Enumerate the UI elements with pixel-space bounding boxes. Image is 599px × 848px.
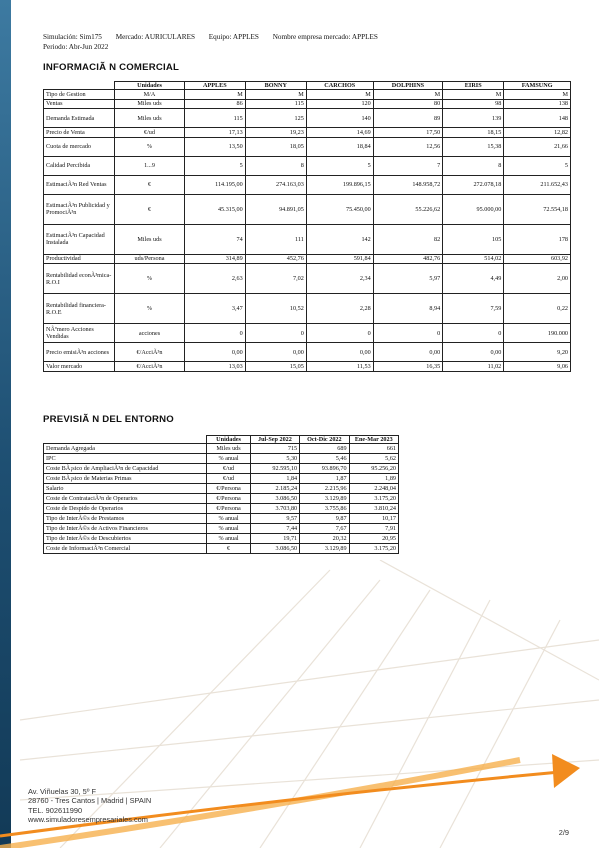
value-cell: 20,95	[349, 534, 398, 544]
row-label: Coste de InformaciÃ³n Comercial	[44, 544, 207, 554]
table-row	[44, 99, 571, 109]
company-header: DOLPHINS	[373, 82, 442, 90]
row-label: Tipo de InterÃ©s de Prestamos	[44, 514, 207, 524]
table-row	[44, 444, 399, 454]
value-cell: 125	[245, 109, 306, 128]
period-label: Periodo: Abr-Jun 2022	[43, 43, 109, 51]
value-cell: 2,63	[185, 264, 246, 294]
value-cell: 178	[504, 224, 571, 254]
row-label: Demanda Estimada	[44, 109, 115, 128]
value-cell: 9,20	[504, 343, 571, 362]
table-row	[44, 90, 571, 100]
company-header: FAMSUNG	[504, 82, 571, 90]
table-row	[44, 224, 571, 254]
row-unit: €/ud	[115, 128, 185, 138]
value-cell: 7,67	[300, 524, 349, 534]
row-label: Demanda Agregada	[44, 444, 207, 454]
value-cell: 2.215,96	[300, 484, 349, 494]
value-cell: 115	[245, 99, 306, 109]
value-cell: 9,06	[504, 362, 571, 372]
value-cell: 93.896,70	[300, 464, 349, 474]
value-cell: 13,03	[185, 362, 246, 372]
value-cell: 20,32	[300, 534, 349, 544]
value-cell: 148.958,72	[373, 175, 442, 194]
value-cell: 9,87	[300, 514, 349, 524]
value-cell: 10,17	[349, 514, 398, 524]
value-cell: 0,00	[443, 343, 504, 362]
environment-header-row	[44, 436, 399, 444]
row-unit: €/ud	[207, 474, 250, 484]
value-cell: 199.896,15	[306, 175, 373, 194]
value-cell: 2,34	[306, 264, 373, 294]
value-cell: 55.226,62	[373, 194, 442, 224]
value-cell: 0,00	[306, 343, 373, 362]
value-cell: 82	[373, 224, 442, 254]
value-cell: 80	[373, 99, 442, 109]
value-cell: 75.450,00	[306, 194, 373, 224]
row-label: Tipo de Gestion	[44, 90, 115, 100]
value-cell: 5	[504, 156, 571, 175]
environment-forecast-table	[43, 435, 399, 554]
value-cell: M	[185, 90, 246, 100]
row-unit: €/AcciÃ³n	[115, 343, 185, 362]
row-label: Coste de Despido de Operarios	[44, 504, 207, 514]
value-cell: 18,05	[245, 137, 306, 156]
value-cell: 19,23	[245, 128, 306, 138]
simulation-header	[43, 32, 390, 52]
value-cell: 0	[306, 324, 373, 343]
value-cell: 115	[185, 109, 246, 128]
value-cell: 15,38	[443, 137, 504, 156]
row-label: EstimaciÃ³n Capacidad Instalada	[44, 224, 115, 254]
value-cell: 14,69	[306, 128, 373, 138]
value-cell: 2.248,04	[349, 484, 398, 494]
table-row	[44, 484, 399, 494]
row-unit: €	[207, 544, 250, 554]
value-cell: 0,00	[245, 343, 306, 362]
value-cell: 7,02	[245, 264, 306, 294]
row-label: Coste BÃ¡sico de Materias Primas	[44, 474, 207, 484]
value-cell: 3.703,80	[250, 504, 299, 514]
page-number: 2/9	[558, 828, 569, 837]
table-row	[44, 343, 571, 362]
value-cell: 3.810,24	[349, 504, 398, 514]
value-cell: 17,50	[373, 128, 442, 138]
value-cell: 3.175,20	[349, 544, 398, 554]
value-cell: 211.652,43	[504, 175, 571, 194]
commercial-section-title: INFORMACIÃ N COMERCIAL	[43, 62, 180, 73]
company-header: APPLES	[185, 82, 246, 90]
value-cell: 120	[306, 99, 373, 109]
value-cell: 0	[373, 324, 442, 343]
unit-column-header: Unidades	[115, 82, 185, 90]
commercial-header-row	[44, 82, 571, 90]
value-cell: M	[306, 90, 373, 100]
value-cell: M	[443, 90, 504, 100]
table-row	[44, 474, 399, 484]
row-unit: €/ud	[207, 464, 250, 474]
team-label: Equipo: APPLES	[208, 33, 259, 41]
value-cell: 0,22	[504, 294, 571, 324]
value-cell: 1,89	[349, 474, 398, 484]
table-row	[44, 504, 399, 514]
value-cell: 7,59	[443, 294, 504, 324]
period-header: Jul-Sep 2022	[250, 436, 299, 444]
value-cell: 3.755,86	[300, 504, 349, 514]
value-cell: M	[245, 90, 306, 100]
value-cell: 17,13	[185, 128, 246, 138]
value-cell: 3.086,50	[250, 494, 299, 504]
value-cell: 18,15	[443, 128, 504, 138]
value-cell: 314,89	[185, 254, 246, 264]
empty-corner-cell	[44, 82, 115, 90]
row-unit: €	[115, 175, 185, 194]
row-unit: €/Persona	[207, 494, 250, 504]
row-unit: % anual	[207, 514, 250, 524]
table-row	[44, 544, 399, 554]
row-label: Coste BÃ¡sico de AmpliaciÃ³n de Capacidad	[44, 464, 207, 474]
company-header: CARCHOS	[306, 82, 373, 90]
period-header: Ene-Mar 2023	[349, 436, 398, 444]
row-label: Rentabilidad econÃ³mica-R.O.I	[44, 264, 115, 294]
value-cell: 98	[443, 99, 504, 109]
value-cell: 5	[185, 156, 246, 175]
value-cell: 9,57	[250, 514, 299, 524]
value-cell: 603,92	[504, 254, 571, 264]
row-label: Coste de ContrataciÃ³n de Operarios	[44, 494, 207, 504]
row-unit: €/AcciÃ³n	[115, 362, 185, 372]
row-label: Ventas	[44, 99, 115, 109]
value-cell: 45.315,00	[185, 194, 246, 224]
company-name-label: Nombre empresa mercado: APPLES	[272, 33, 378, 41]
value-cell: 0,00	[185, 343, 246, 362]
value-cell: 7	[373, 156, 442, 175]
value-cell: 452,76	[245, 254, 306, 264]
value-cell: 591,84	[306, 254, 373, 264]
row-unit: % anual	[207, 454, 250, 464]
value-cell: 21,66	[504, 137, 571, 156]
value-cell: 5,30	[250, 454, 299, 464]
company-header: EIRIS	[443, 82, 504, 90]
row-unit: Miles uds	[207, 444, 250, 454]
simulation-label: Simulación: Sim175	[43, 33, 102, 41]
value-cell: 8	[245, 156, 306, 175]
value-cell: 86	[185, 99, 246, 109]
value-cell: 111	[245, 224, 306, 254]
row-label: Precio emisiÃ³n acciones	[44, 343, 115, 362]
table-row	[44, 294, 571, 324]
value-cell: 5,97	[373, 264, 442, 294]
row-unit: €	[115, 194, 185, 224]
row-label: Precio de Venta	[44, 128, 115, 138]
value-cell: 13,50	[185, 137, 246, 156]
row-label: IPC	[44, 454, 207, 464]
table-row	[44, 175, 571, 194]
environment-section-title: PREVISIÃ N DEL ENTORNO	[43, 414, 174, 425]
value-cell: 190.000	[504, 324, 571, 343]
value-cell: 148	[504, 109, 571, 128]
value-cell: 12,56	[373, 137, 442, 156]
value-cell: 11,02	[443, 362, 504, 372]
table-row	[44, 128, 571, 138]
row-unit: uds/Persona	[115, 254, 185, 264]
table-row	[44, 454, 399, 464]
value-cell: 18,84	[306, 137, 373, 156]
value-cell: 3.129,89	[300, 544, 349, 554]
row-unit: acciones	[115, 324, 185, 343]
address-line: Av. Viñuelas 30, 5º F	[28, 787, 97, 796]
table-row	[44, 494, 399, 504]
row-unit: €/Persona	[207, 504, 250, 514]
table-row	[44, 109, 571, 128]
row-unit: % anual	[207, 534, 250, 544]
value-cell: 2.185,24	[250, 484, 299, 494]
value-cell: 2,28	[306, 294, 373, 324]
table-row	[44, 137, 571, 156]
market-label: Mercado: AURICULARES	[115, 33, 195, 41]
value-cell: 8	[443, 156, 504, 175]
value-cell: 2,00	[504, 264, 571, 294]
commercial-info-table	[43, 81, 571, 372]
value-cell: 138	[504, 99, 571, 109]
value-cell: 74	[185, 224, 246, 254]
row-unit: M/A	[115, 90, 185, 100]
row-label: EstimaciÃ³n Red Ventas	[44, 175, 115, 194]
value-cell: 114.195,00	[185, 175, 246, 194]
value-cell: 3.086,50	[250, 544, 299, 554]
table-row	[44, 514, 399, 524]
row-unit: % anual	[207, 524, 250, 534]
table-row	[44, 156, 571, 175]
value-cell: 5	[306, 156, 373, 175]
value-cell: 11,53	[306, 362, 373, 372]
value-cell: 105	[443, 224, 504, 254]
value-cell: M	[373, 90, 442, 100]
value-cell: 514,02	[443, 254, 504, 264]
value-cell: 12,82	[504, 128, 571, 138]
table-row	[44, 254, 571, 264]
value-cell: 4,49	[443, 264, 504, 294]
row-label: Valor mercado	[44, 362, 115, 372]
company-address-block	[28, 787, 151, 825]
phone-number: TEL. 902611990	[28, 805, 83, 815]
row-label: Calidad Percibida	[44, 156, 115, 175]
row-label: NÃºmero Acciones Vendidas	[44, 324, 115, 343]
row-label: Cuota de mercado	[44, 137, 115, 156]
value-cell: 140	[306, 109, 373, 128]
value-cell: 95.000,00	[443, 194, 504, 224]
row-unit: %	[115, 294, 185, 324]
table-row	[44, 534, 399, 544]
row-unit: €/Persona	[207, 484, 250, 494]
value-cell: 142	[306, 224, 373, 254]
row-unit: Miles uds	[115, 99, 185, 109]
value-cell: 482,76	[373, 254, 442, 264]
value-cell: 94.891,05	[245, 194, 306, 224]
value-cell: 5,62	[349, 454, 398, 464]
value-cell: 0	[245, 324, 306, 343]
row-label: Tipo de InterÃ©s de Descubiertos	[44, 534, 207, 544]
company-header: BONNY	[245, 82, 306, 90]
value-cell: 0	[185, 324, 246, 343]
address-line: 28760 - Tres Cantos | Madrid | SPAIN	[28, 796, 152, 806]
row-unit: %	[115, 137, 185, 156]
value-cell: 1,87	[300, 474, 349, 484]
value-cell: 0,00	[373, 343, 442, 362]
period-header: Oct-Dic 2022	[300, 436, 349, 444]
value-cell: 3.129,89	[300, 494, 349, 504]
row-unit: %	[115, 264, 185, 294]
table-row	[44, 194, 571, 224]
value-cell: 5,46	[300, 454, 349, 464]
value-cell: 7,91	[349, 524, 398, 534]
row-unit: 1...9	[115, 156, 185, 175]
table-row	[44, 362, 571, 372]
row-label: Tipo de InterÃ©s de Activos Financieros	[44, 524, 207, 534]
value-cell: 1,84	[250, 474, 299, 484]
value-cell: 8,94	[373, 294, 442, 324]
empty-corner-cell	[44, 436, 207, 444]
value-cell: 89	[373, 109, 442, 128]
value-cell: 272.078,18	[443, 175, 504, 194]
row-label: Productividad	[44, 254, 115, 264]
unit-column-header: Unidades	[207, 436, 250, 444]
value-cell: M	[504, 90, 571, 100]
value-cell: 95.256,20	[349, 464, 398, 474]
row-unit: Miles uds	[115, 109, 185, 128]
table-row	[44, 464, 399, 474]
row-label: Salario	[44, 484, 207, 494]
value-cell: 0	[443, 324, 504, 343]
value-cell: 139	[443, 109, 504, 128]
value-cell: 715	[250, 444, 299, 454]
value-cell: 10,52	[245, 294, 306, 324]
value-cell: 7,44	[250, 524, 299, 534]
row-unit: Miles uds	[115, 224, 185, 254]
value-cell: 72.554,18	[504, 194, 571, 224]
value-cell: 3,47	[185, 294, 246, 324]
value-cell: 15,05	[245, 362, 306, 372]
value-cell: 3.175,20	[349, 494, 398, 504]
value-cell: 689	[300, 444, 349, 454]
value-cell: 661	[349, 444, 398, 454]
table-row	[44, 264, 571, 294]
value-cell: 274.163,03	[245, 175, 306, 194]
table-row	[44, 324, 571, 343]
website-link[interactable]: www.simuladoresempresariales.com	[28, 815, 148, 825]
row-label: EstimaciÃ³n Publicidad y PromociÃ³n	[44, 194, 115, 224]
value-cell: 16,35	[373, 362, 442, 372]
value-cell: 92.595,10	[250, 464, 299, 474]
row-label: Rentabilidad financiera-R.O.E	[44, 294, 115, 324]
value-cell: 19,71	[250, 534, 299, 544]
table-row	[44, 524, 399, 534]
